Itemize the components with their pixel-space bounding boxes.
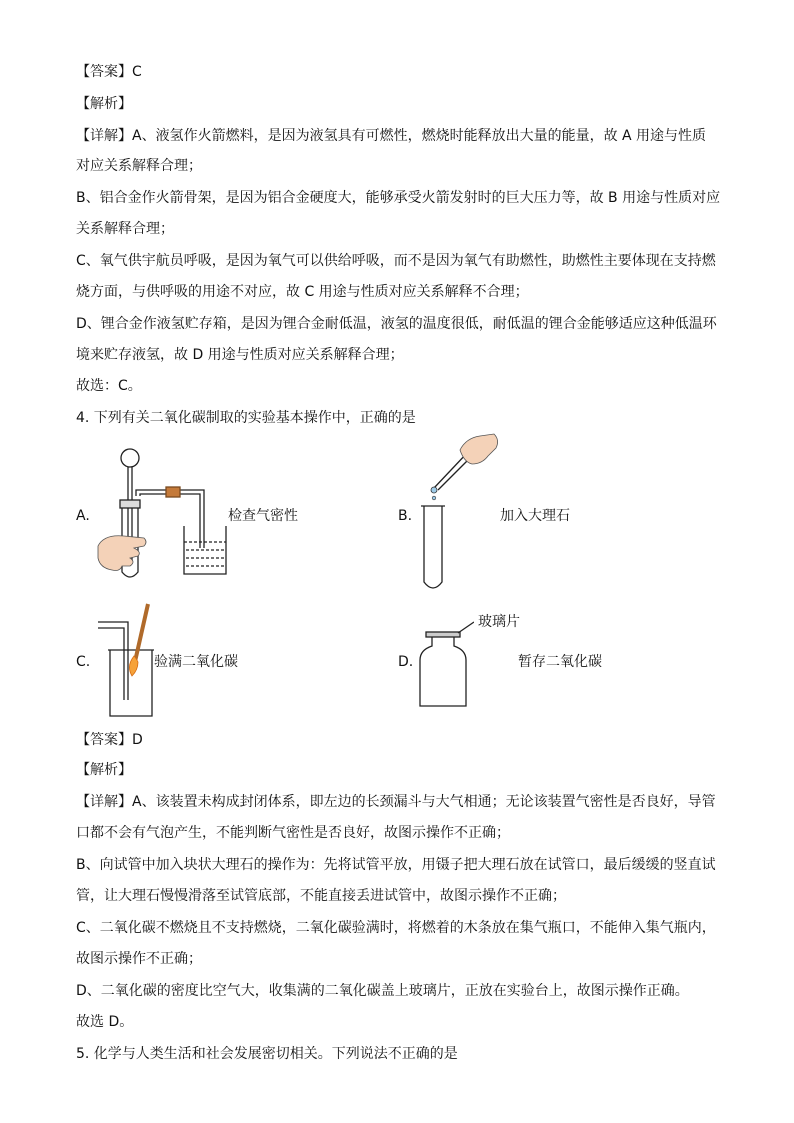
option-a-letter: A. — [76, 508, 90, 524]
q3-detail-line: 境来贮存液氢，故 D 用途与性质对应关系解释合理； — [76, 347, 404, 363]
q3-analysis-heading: 【解析】 — [76, 96, 132, 112]
q3-detail-line: 对应关系解释合理； — [76, 158, 202, 174]
q3-detail-line: 烧方面，与供呼吸的用途不对应，故 C 用途与性质对应关系解释不合理； — [76, 284, 529, 300]
q4-detail-line: 故图示操作不正确； — [76, 951, 202, 967]
q3-detail-line: C、氧气供宇航员呼吸，是因为氧气可以供给呼吸，而不是因为氧气有助燃性，助燃性主要体现在支持燃 — [76, 253, 716, 269]
glass-plate-label: 玻璃片 — [478, 614, 520, 630]
q4-detail-line: B、向试管中加入块状大理石的操作为：先将试管平放，用镊子把大理石放在试管口，最后缓缓的竖直试 — [76, 857, 716, 873]
q3-detail-line: D、锂合金作液氢贮存箱，是因为锂合金耐低温，液氢的温度很低，耐低温的锂合金能够适应这种低温环 — [76, 316, 717, 332]
option-c-letter: C. — [76, 654, 91, 670]
airtightness-apparatus-figure — [94, 446, 234, 586]
q4-detail-line: C、二氧化碳不燃烧且不支持燃烧，二氧化碳验满时，将燃着的木条放在集气瓶口，不能伸入集气瓶内， — [76, 920, 716, 936]
q3-detail-line: 【详解】A、液氢作火箭燃料，是因为液氢具有可燃性，燃烧时能释放出大量的能量，故 A 用途与性质 — [76, 128, 707, 144]
q3-answer: 【答案】C — [76, 64, 142, 80]
q4-conclusion: 故选 D。 — [76, 1014, 134, 1030]
q4-detail-line: 【详解】A、该装置未构成封闭体系，即左边的长颈漏斗与大气相通；无论该装置气密性是否良好，导管 — [76, 794, 716, 810]
q4-detail-line: 管，让大理石慢慢滑落至试管底部，不能直接丢进试管中，故图示操作不正确； — [76, 888, 566, 904]
q3-detail-line: B、铝合金作火箭骨架，是因为铝合金硬度大，能够承受火箭发射时的巨大压力等，故 B 用途与性质对应 — [76, 190, 721, 206]
q4-question: 4. 下列有关二氧化碳制取的实验基本操作中，正确的是 — [76, 410, 416, 426]
q5-question: 5. 化学与人类生活和社会发展密切相关。下列说法不正确的是 — [76, 1046, 458, 1062]
q4-answer: 【答案】D — [76, 732, 143, 748]
q4-analysis-heading: 【解析】 — [76, 762, 132, 778]
q4-detail-line: 口都不会有气泡产生，不能判断气密性是否良好，故图示操作不正确； — [76, 825, 510, 841]
q3-detail-line: 关系解释合理； — [76, 221, 174, 237]
option-d-letter: D. — [398, 654, 414, 670]
option-b-letter: B. — [398, 508, 413, 524]
q4-detail-line: D、二氧化碳的密度比空气大，收集满的二氧化碳盖上玻璃片，正放在实验台上，故图示操作正确。 — [76, 983, 689, 999]
co2-storage-bottle-figure — [414, 618, 474, 710]
q3-conclusion: 故选：C。 — [76, 378, 142, 394]
add-marble-figure — [412, 430, 502, 595]
option-c-label: 验满二氧化碳 — [154, 654, 238, 670]
option-b-label: 加入大理石 — [500, 508, 570, 524]
option-d-label: 暂存二氧化碳 — [518, 654, 602, 670]
option-a-label: 检查气密性 — [228, 508, 298, 524]
